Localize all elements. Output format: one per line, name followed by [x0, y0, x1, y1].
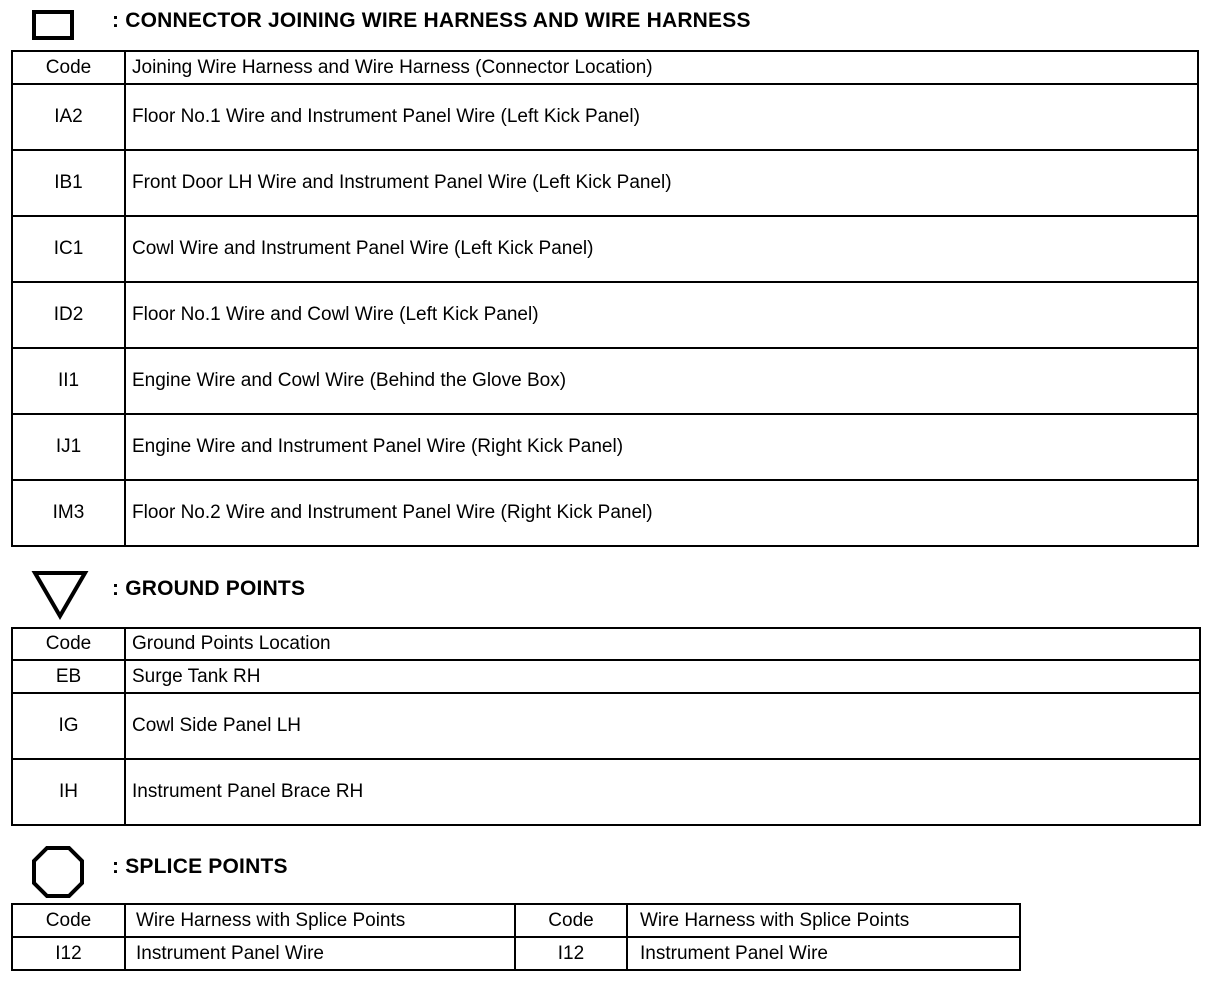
- row-code: EB: [12, 660, 125, 693]
- octagon-icon: [30, 844, 86, 900]
- row-description: Cowl Side Panel LH: [125, 693, 1200, 759]
- row-code: IA2: [12, 84, 125, 150]
- table-header-row: [12, 51, 1198, 84]
- table-row: [12, 84, 1198, 150]
- ground-section-header: [0, 566, 1216, 616]
- row-code-left: I12: [12, 937, 125, 970]
- row-description: Front Door LH Wire and Instrument Panel Wire (Left Kick Panel): [125, 150, 1198, 216]
- row-code: IH: [12, 759, 125, 825]
- table-row: [12, 759, 1200, 825]
- row-code: IJ1: [12, 414, 125, 480]
- row-code: IB1: [12, 150, 125, 216]
- triangle-down-icon: [30, 568, 90, 620]
- row-description: Floor No.1 Wire and Instrument Panel Wire (Left Kick Panel): [125, 84, 1198, 150]
- column-header-splice-right: Wire Harness with Splice Points: [627, 904, 1020, 937]
- row-code: ID2: [12, 282, 125, 348]
- row-code: IC1: [12, 216, 125, 282]
- table-row: [12, 348, 1198, 414]
- row-description: Floor No.2 Wire and Instrument Panel Wire (Right Kick Panel): [125, 480, 1198, 546]
- table-header-row: [12, 904, 1020, 937]
- column-header-description: Ground Points Location: [125, 628, 1200, 660]
- connector-table: [11, 50, 1199, 547]
- row-description: Cowl Wire and Instrument Panel Wire (Left Kick Panel): [125, 216, 1198, 282]
- column-header-description: Joining Wire Harness and Wire Harness (Connector Location): [125, 51, 1198, 84]
- table-row: [12, 216, 1198, 282]
- row-description: Floor No.1 Wire and Cowl Wire (Left Kick Panel): [125, 282, 1198, 348]
- row-code-right: I12: [515, 937, 627, 970]
- column-header-code: Code: [12, 628, 125, 660]
- column-header-code: Code: [12, 51, 125, 84]
- row-code: IG: [12, 693, 125, 759]
- connector-section-title: : CONNECTOR JOINING WIRE HARNESS AND WIRE HARNESS: [112, 9, 751, 32]
- ground-table: [11, 627, 1201, 826]
- table-row: [12, 693, 1200, 759]
- row-description: Instrument Panel Brace RH: [125, 759, 1200, 825]
- table-row: [12, 150, 1198, 216]
- square-icon: [30, 8, 78, 42]
- connector-section-header: [0, 0, 1216, 50]
- row-splice-left: Instrument Panel Wire: [125, 937, 515, 970]
- ground-section-title: : GROUND POINTS: [112, 577, 306, 600]
- table-row: [12, 480, 1198, 546]
- table-row: [12, 937, 1020, 970]
- row-splice-right: Instrument Panel Wire: [627, 937, 1020, 970]
- table-row: [12, 660, 1200, 693]
- table-row: [12, 414, 1198, 480]
- table-row: [12, 282, 1198, 348]
- splice-section-title: : SPLICE POINTS: [112, 855, 288, 878]
- column-header-code-right: Code: [515, 904, 627, 937]
- row-description: Surge Tank RH: [125, 660, 1200, 693]
- row-description: Engine Wire and Cowl Wire (Behind the Glove Box): [125, 348, 1198, 414]
- table-header-row: [12, 628, 1200, 660]
- row-code: IM3: [12, 480, 125, 546]
- splice-table: [11, 903, 1021, 971]
- row-description: Engine Wire and Instrument Panel Wire (Right Kick Panel): [125, 414, 1198, 480]
- row-code: II1: [12, 348, 125, 414]
- column-header-splice-left: Wire Harness with Splice Points: [125, 904, 515, 937]
- column-header-code-left: Code: [12, 904, 125, 937]
- splice-section-header: [0, 842, 1216, 892]
